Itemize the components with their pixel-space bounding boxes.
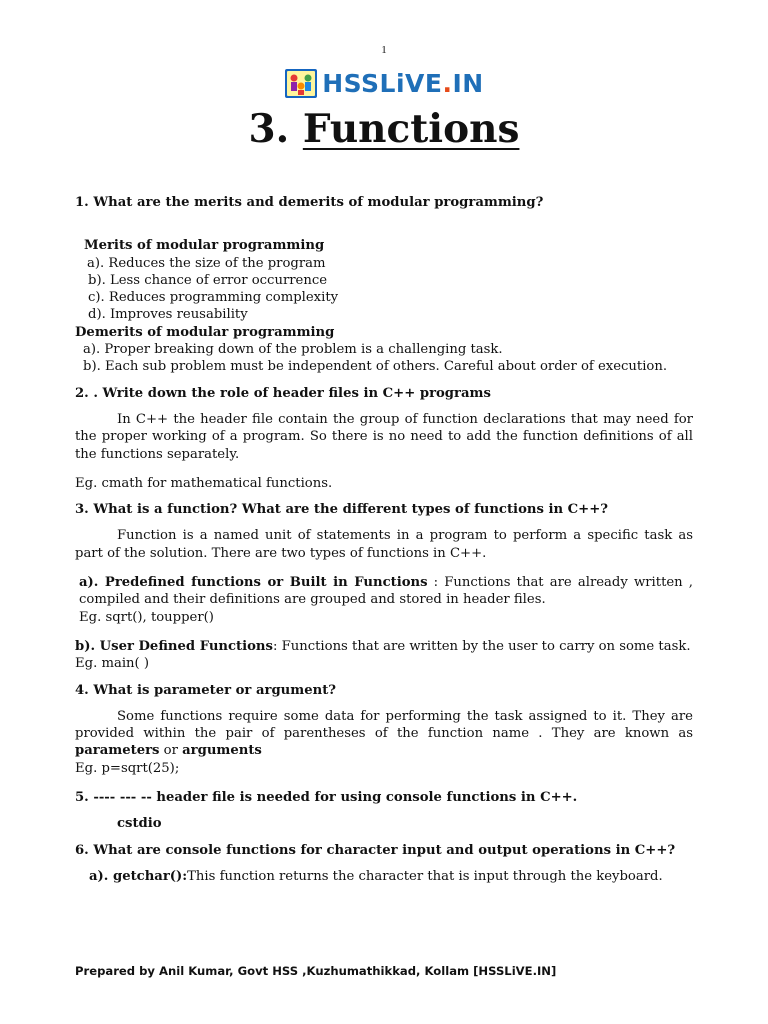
list-item: a). Proper breaking down of the problem is a challenging task. bbox=[83, 342, 503, 358]
example-2: Eg. cmath for mathematical functions. bbox=[75, 475, 333, 491]
question-5: 5. ---- --- -- header file is needed for using console functions in C++. bbox=[75, 790, 578, 806]
question-4: 4. What is parameter or argument? bbox=[75, 682, 337, 698]
list-item: a). Reduces the size of the program bbox=[87, 255, 326, 271]
logo-text: HSSLiVE.IN bbox=[322, 68, 484, 98]
question-1: 1. What are the merits and demerits of modular programming? bbox=[75, 195, 544, 210]
example-type-a: Eg. sqrt(), toupper() bbox=[79, 609, 214, 625]
example-type-b: Eg. main( ) bbox=[75, 656, 150, 672]
function-type-a: a). Predefined functions or Built in Functions : Functions that are already written , compiled and their definitions are grouped and stored in header files. bbox=[79, 575, 694, 608]
logo-children-icon bbox=[284, 66, 318, 100]
document-body bbox=[75, 194, 693, 885]
console-item-a: a). getchar():This function returns the character that is input through the keyboard. bbox=[89, 868, 663, 884]
merits-list bbox=[75, 255, 693, 324]
answer-4: Some functions require some data for performing the task assigned to it. They are provided within the pair of parentheses of the function name . They are known as parameters or arguments bbox=[75, 708, 693, 759]
merits-heading: Merits of modular programming bbox=[84, 238, 325, 254]
function-type-b: b). User Defined Functions: Functions that are written by the user to carry on some task. bbox=[75, 638, 691, 654]
list-item: d). Improves reusability bbox=[88, 307, 248, 323]
site-logo bbox=[0, 66, 768, 100]
answer-5: cstdio bbox=[117, 816, 162, 832]
question-3: 3. What is a function? What are the different types of functions in C++? bbox=[75, 502, 608, 518]
demerits-list bbox=[75, 341, 693, 376]
example-4: Eg. p=sqrt(25); bbox=[75, 760, 180, 776]
page-footer: Prepared by Anil Kumar, Govt HSS ,Kuzhumathikkad, Kollam [HSSLiVE.IN] bbox=[75, 964, 557, 978]
list-item: b). Less chance of error occurrence bbox=[88, 272, 328, 288]
page-title: 3. Functions bbox=[248, 106, 520, 152]
answer-2: In C++ the header file contain the group of function declarations that may need for the proper working of a program. So there is no need to add the function definitions of all the functions separately. bbox=[75, 411, 693, 462]
answer-3: Function is a named unit of statements in a program to perform a specific task as part of the solution. There are two types of functions in C++. bbox=[75, 528, 693, 561]
list-item: c). Reduces programming complexity bbox=[88, 290, 339, 306]
question-6: 6. What are console functions for character input and output operations in C++? bbox=[75, 842, 676, 858]
demerits-heading: Demerits of modular programming bbox=[75, 324, 335, 340]
page-number: 1 bbox=[381, 44, 387, 56]
question-2: 2. . Write down the role of header files in C++ programs bbox=[75, 385, 491, 401]
list-item: b). Each sub problem must be independent of others. Careful about order of execution. bbox=[83, 359, 668, 375]
